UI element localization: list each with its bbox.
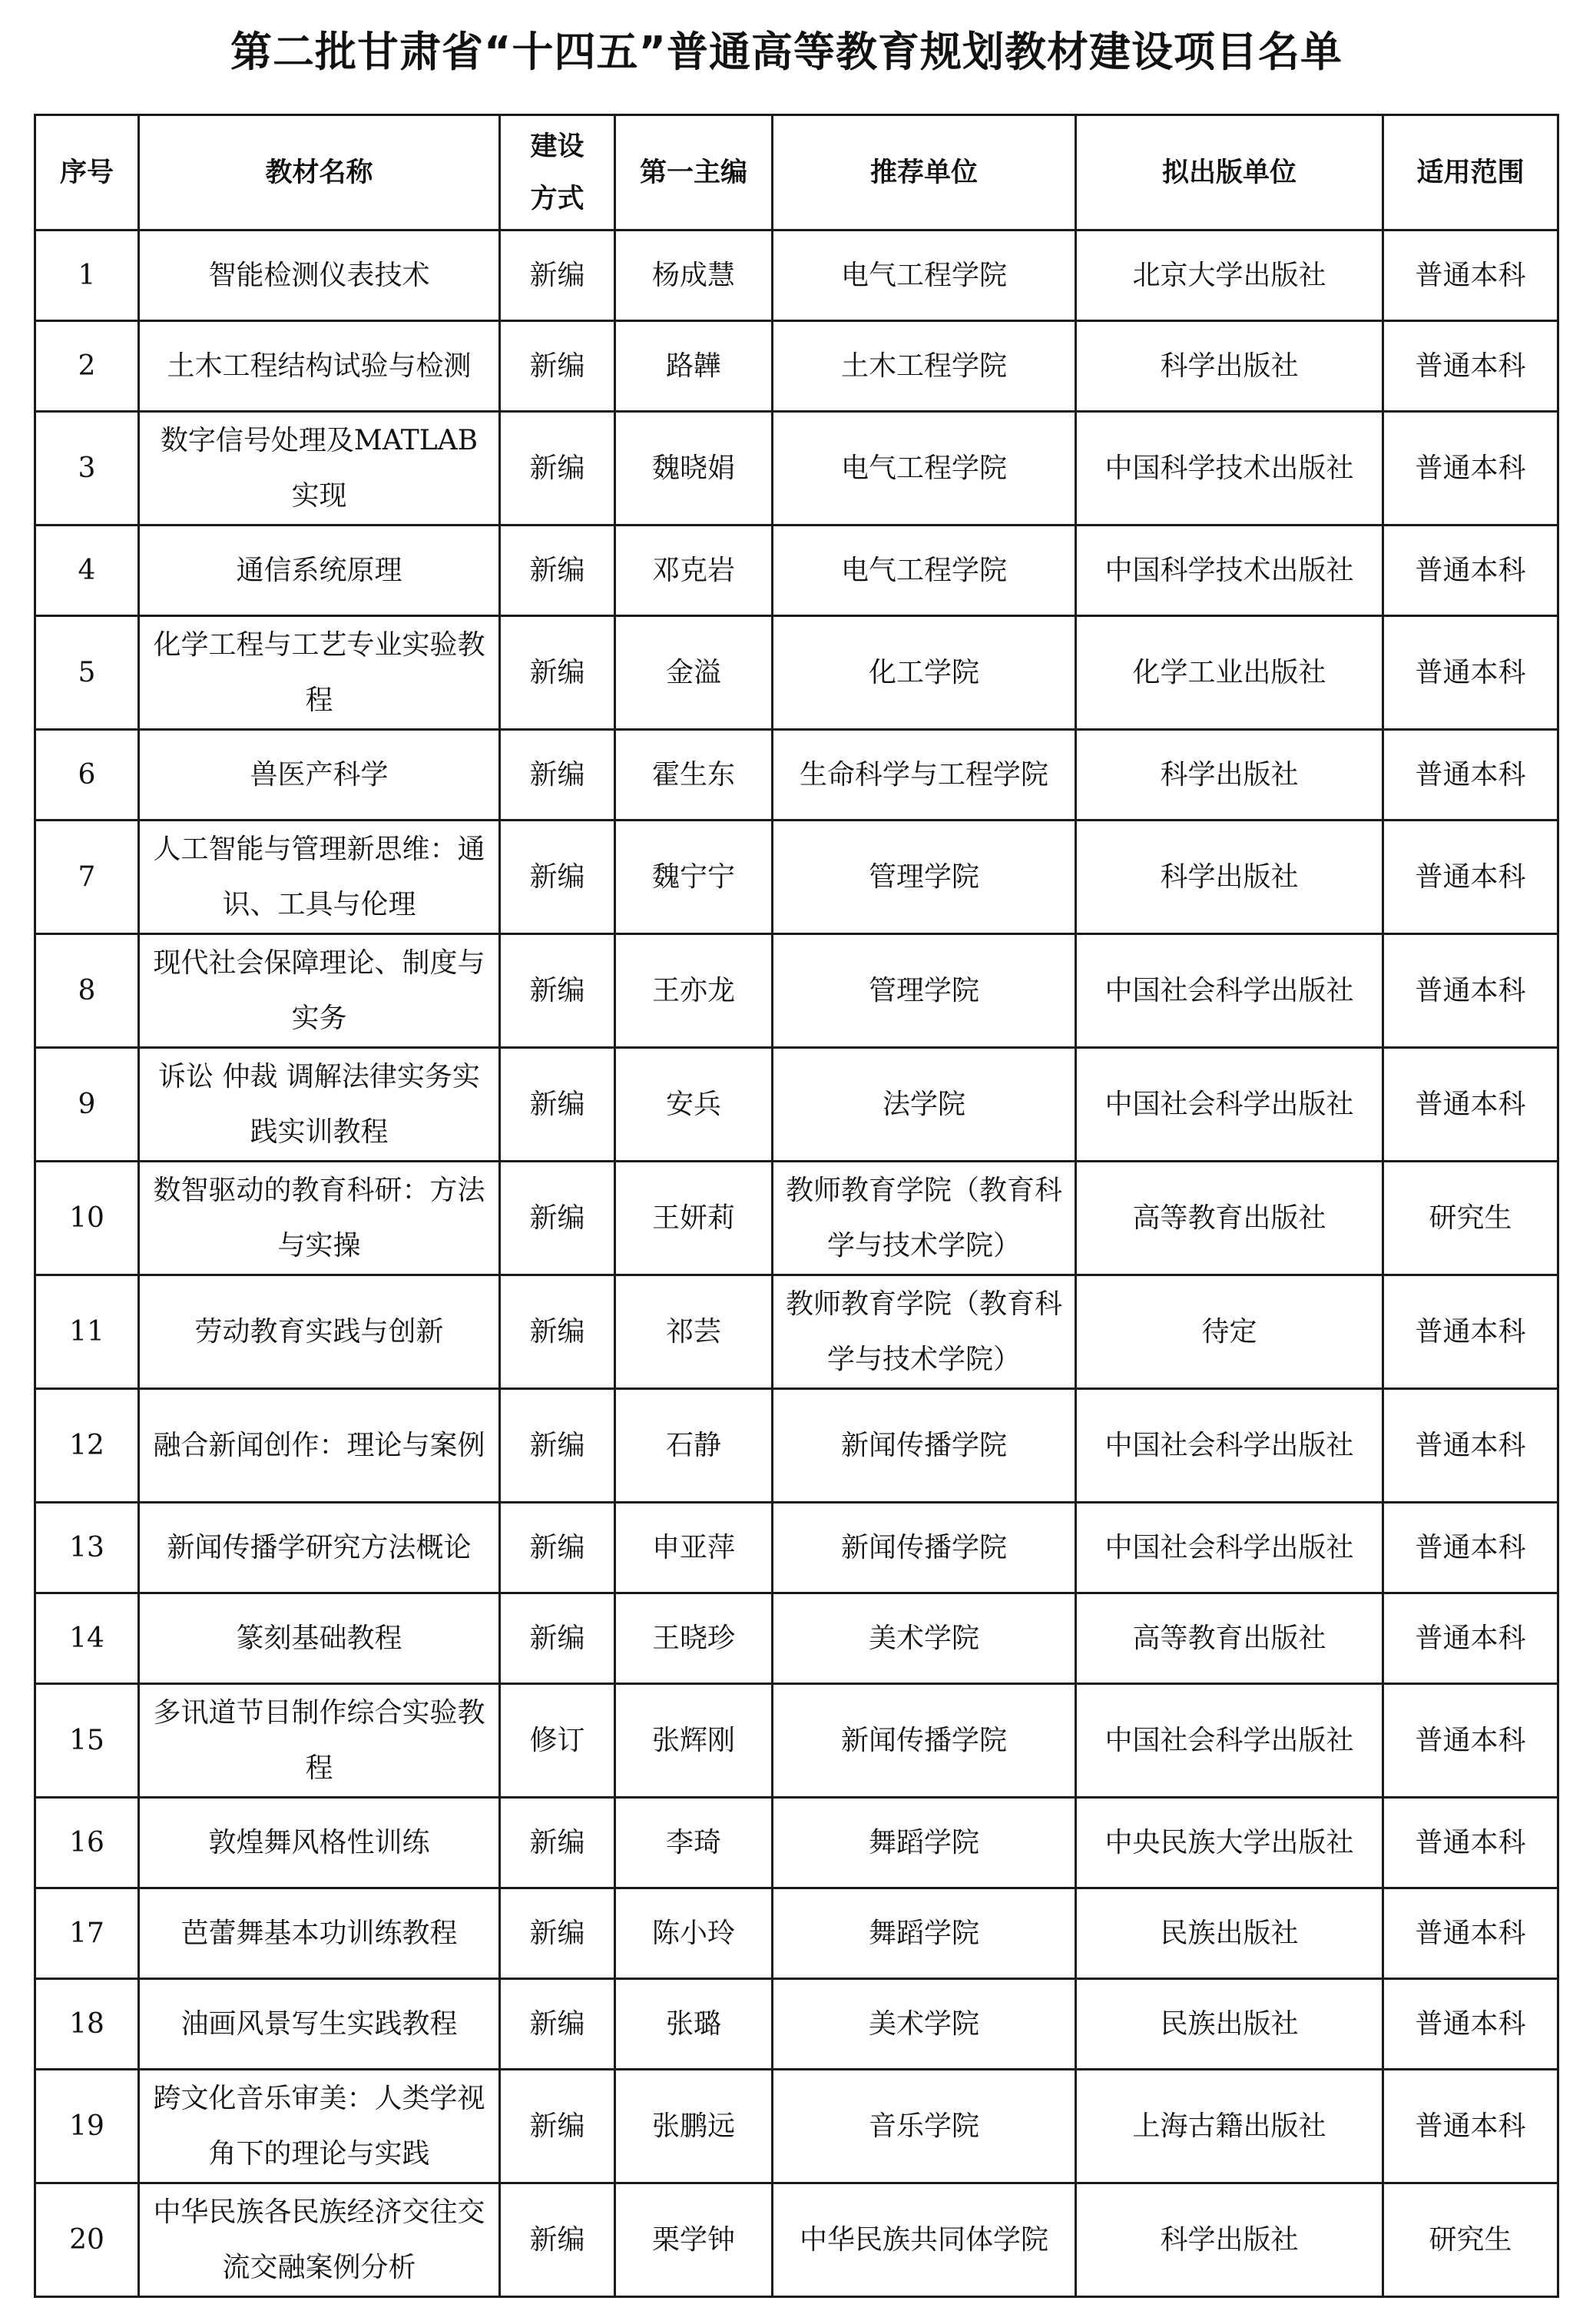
cell-scope: 普通本科 — [1383, 1275, 1558, 1389]
cell-editor: 张辉刚 — [615, 1684, 773, 1798]
header-method-line1: 建设 — [530, 131, 584, 162]
cell-scope: 普通本科 — [1383, 230, 1558, 321]
cell-scope: 普通本科 — [1383, 1979, 1558, 2070]
cell-scope: 普通本科 — [1383, 1593, 1558, 1684]
cell-editor: 王妍莉 — [615, 1162, 773, 1275]
table-row — [35, 1389, 1558, 1503]
cell-method: 新编 — [500, 1979, 615, 2070]
table-row — [35, 934, 1558, 1048]
cell-index: 1 — [35, 230, 139, 321]
cell-name: 人工智能与管理新思维：通识、工具与伦理 — [139, 821, 500, 934]
header-index: 序号 — [35, 115, 139, 230]
cell-method: 新编 — [500, 1275, 615, 1389]
cell-scope: 普通本科 — [1383, 412, 1558, 525]
table-row — [35, 730, 1558, 821]
cell-index: 9 — [35, 1048, 139, 1162]
cell-publisher: 中国社会科学出版社 — [1076, 1048, 1383, 1162]
cell-editor: 金溢 — [615, 616, 773, 730]
textbook-list-table — [34, 114, 1559, 2298]
cell-unit: 美术学院 — [773, 1593, 1076, 1684]
cell-name: 通信系统原理 — [139, 525, 500, 616]
cell-editor: 魏宁宁 — [615, 821, 773, 934]
cell-editor: 霍生东 — [615, 730, 773, 821]
cell-unit: 舞蹈学院 — [773, 1888, 1076, 1979]
cell-name: 跨文化音乐审美：人类学视角下的理论与实践 — [139, 2070, 500, 2183]
cell-unit: 管理学院 — [773, 934, 1076, 1048]
table-row — [35, 2070, 1558, 2183]
cell-method: 新编 — [500, 1798, 615, 1888]
cell-publisher: 民族出版社 — [1076, 1888, 1383, 1979]
header-publisher: 拟出版单位 — [1076, 115, 1383, 230]
cell-index: 3 — [35, 412, 139, 525]
cell-index: 5 — [35, 616, 139, 730]
header-unit: 推荐单位 — [773, 115, 1076, 230]
cell-index: 15 — [35, 1684, 139, 1798]
cell-name: 篆刻基础教程 — [139, 1593, 500, 1684]
cell-publisher: 高等教育出版社 — [1076, 1162, 1383, 1275]
cell-unit: 美术学院 — [773, 1979, 1076, 2070]
table-row — [35, 821, 1558, 934]
cell-index: 14 — [35, 1593, 139, 1684]
cell-name: 敦煌舞风格性训练 — [139, 1798, 500, 1888]
cell-publisher: 高等教育出版社 — [1076, 1593, 1383, 1684]
cell-name: 多讯道节目制作综合实验教程 — [139, 1684, 500, 1798]
cell-publisher: 科学出版社 — [1076, 730, 1383, 821]
cell-publisher: 民族出版社 — [1076, 1979, 1383, 2070]
cell-editor: 张璐 — [615, 1979, 773, 2070]
cell-editor: 魏晓娟 — [615, 412, 773, 525]
cell-method: 新编 — [500, 2070, 615, 2183]
cell-method: 新编 — [500, 321, 615, 412]
table-row — [35, 1593, 1558, 1684]
cell-unit: 中华民族共同体学院 — [773, 2183, 1076, 2297]
cell-unit: 音乐学院 — [773, 2070, 1076, 2183]
table-row — [35, 1162, 1558, 1275]
cell-unit: 电气工程学院 — [773, 230, 1076, 321]
cell-scope: 普通本科 — [1383, 616, 1558, 730]
table-row — [35, 1798, 1558, 1888]
cell-index: 7 — [35, 821, 139, 934]
cell-scope: 普通本科 — [1383, 821, 1558, 934]
cell-name: 诉讼 仲裁 调解法律实务实践实训教程 — [139, 1048, 500, 1162]
cell-method: 新编 — [500, 230, 615, 321]
cell-index: 11 — [35, 1275, 139, 1389]
cell-unit: 法学院 — [773, 1048, 1076, 1162]
cell-method: 新编 — [500, 1389, 615, 1503]
cell-scope: 普通本科 — [1383, 1389, 1558, 1503]
cell-method: 新编 — [500, 1162, 615, 1275]
cell-publisher: 中国社会科学出版社 — [1076, 1503, 1383, 1593]
cell-editor: 申亚萍 — [615, 1503, 773, 1593]
cell-editor: 王亦龙 — [615, 934, 773, 1048]
cell-name: 土木工程结构试验与检测 — [139, 321, 500, 412]
cell-publisher: 化学工业出版社 — [1076, 616, 1383, 730]
cell-publisher: 科学出版社 — [1076, 2183, 1383, 2297]
header-name: 教材名称 — [139, 115, 500, 230]
cell-index: 10 — [35, 1162, 139, 1275]
cell-name: 数字信号处理及MATLAB实现 — [139, 412, 500, 525]
cell-scope: 普通本科 — [1383, 934, 1558, 1048]
cell-index: 16 — [35, 1798, 139, 1888]
cell-scope: 普通本科 — [1383, 1684, 1558, 1798]
cell-method: 新编 — [500, 2183, 615, 2297]
cell-method: 新编 — [500, 1503, 615, 1593]
cell-index: 6 — [35, 730, 139, 821]
cell-scope: 普通本科 — [1383, 1503, 1558, 1593]
cell-publisher: 待定 — [1076, 1275, 1383, 1389]
header-method — [500, 115, 615, 230]
cell-editor: 陈小玲 — [615, 1888, 773, 1979]
table-row — [35, 1503, 1558, 1593]
cell-name: 现代社会保障理论、制度与实务 — [139, 934, 500, 1048]
cell-editor: 杨成慧 — [615, 230, 773, 321]
cell-scope: 研究生 — [1383, 1162, 1558, 1275]
cell-publisher: 中国科学技术出版社 — [1076, 525, 1383, 616]
header-editor: 第一主编 — [615, 115, 773, 230]
cell-unit: 电气工程学院 — [773, 525, 1076, 616]
cell-publisher: 中国社会科学出版社 — [1076, 934, 1383, 1048]
cell-scope: 普通本科 — [1383, 1798, 1558, 1888]
cell-index: 17 — [35, 1888, 139, 1979]
cell-method: 新编 — [500, 1888, 615, 1979]
cell-name: 芭蕾舞基本功训练教程 — [139, 1888, 500, 1979]
table-row — [35, 412, 1558, 525]
cell-scope: 普通本科 — [1383, 730, 1558, 821]
cell-unit: 教师教育学院（教育科学与技术学院） — [773, 1162, 1076, 1275]
cell-method: 新编 — [500, 616, 615, 730]
cell-index: 13 — [35, 1503, 139, 1593]
cell-index: 12 — [35, 1389, 139, 1503]
cell-unit: 教师教育学院（教育科学与技术学院） — [773, 1275, 1076, 1389]
document-title: 第二批甘肃省“十四五”普通高等教育规划教材建设项目名单 — [230, 28, 1343, 76]
header-method-line2: 方式 — [530, 183, 584, 214]
cell-publisher: 北京大学出版社 — [1076, 230, 1383, 321]
cell-publisher: 中国社会科学出版社 — [1076, 1684, 1383, 1798]
cell-unit: 舞蹈学院 — [773, 1798, 1076, 1888]
cell-editor: 祁芸 — [615, 1275, 773, 1389]
cell-method: 新编 — [500, 730, 615, 821]
cell-name: 兽医产科学 — [139, 730, 500, 821]
table-row — [35, 1979, 1558, 2070]
cell-publisher: 科学出版社 — [1076, 821, 1383, 934]
cell-scope: 普通本科 — [1383, 2070, 1558, 2183]
table-row — [35, 616, 1558, 730]
cell-name: 智能检测仪表技术 — [139, 230, 500, 321]
cell-name: 油画风景写生实践教程 — [139, 1979, 500, 2070]
cell-name: 中华民族各民族经济交往交流交融案例分析 — [139, 2183, 500, 2297]
cell-editor: 石静 — [615, 1389, 773, 1503]
cell-method: 新编 — [500, 1048, 615, 1162]
cell-publisher: 中国科学技术出版社 — [1076, 412, 1383, 525]
cell-scope: 普通本科 — [1383, 525, 1558, 616]
cell-method: 新编 — [500, 412, 615, 525]
table-row — [35, 525, 1558, 616]
cell-scope: 普通本科 — [1383, 1888, 1558, 1979]
cell-name: 劳动教育实践与创新 — [139, 1275, 500, 1389]
cell-name: 新闻传播学研究方法概论 — [139, 1503, 500, 1593]
cell-index: 18 — [35, 1979, 139, 2070]
cell-editor: 安兵 — [615, 1048, 773, 1162]
cell-index: 20 — [35, 2183, 139, 2297]
table-row — [35, 321, 1558, 412]
cell-unit: 化工学院 — [773, 616, 1076, 730]
table-row — [35, 1684, 1558, 1798]
cell-editor: 张鹏远 — [615, 2070, 773, 2183]
cell-index: 8 — [35, 934, 139, 1048]
cell-unit: 管理学院 — [773, 821, 1076, 934]
header-scope: 适用范围 — [1383, 115, 1558, 230]
cell-method: 修订 — [500, 1684, 615, 1798]
cell-unit: 新闻传播学院 — [773, 1684, 1076, 1798]
cell-editor: 李琦 — [615, 1798, 773, 1888]
cell-editor: 王晓珍 — [615, 1593, 773, 1684]
cell-unit: 土木工程学院 — [773, 321, 1076, 412]
cell-editor: 栗学钟 — [615, 2183, 773, 2297]
header-row — [35, 115, 1558, 230]
cell-index: 4 — [35, 525, 139, 616]
cell-unit: 电气工程学院 — [773, 412, 1076, 525]
cell-index: 19 — [35, 2070, 139, 2183]
table-row — [35, 1048, 1558, 1162]
cell-method: 新编 — [500, 821, 615, 934]
cell-name: 数智驱动的教育科研：方法与实操 — [139, 1162, 500, 1275]
cell-editor: 邓克岩 — [615, 525, 773, 616]
cell-publisher: 中央民族大学出版社 — [1076, 1798, 1383, 1888]
cell-scope: 普通本科 — [1383, 1048, 1558, 1162]
table-row — [35, 2183, 1558, 2297]
cell-unit: 新闻传播学院 — [773, 1503, 1076, 1593]
cell-name: 融合新闻创作：理论与案例 — [139, 1389, 500, 1503]
cell-editor: 路韡 — [615, 321, 773, 412]
table-row — [35, 1275, 1558, 1389]
cell-method: 新编 — [500, 1593, 615, 1684]
cell-publisher: 中国社会科学出版社 — [1076, 1389, 1383, 1503]
table-row — [35, 1888, 1558, 1979]
cell-method: 新编 — [500, 934, 615, 1048]
cell-unit: 生命科学与工程学院 — [773, 730, 1076, 821]
cell-publisher: 上海古籍出版社 — [1076, 2070, 1383, 2183]
cell-method: 新编 — [500, 525, 615, 616]
cell-unit: 新闻传播学院 — [773, 1389, 1076, 1503]
cell-publisher: 科学出版社 — [1076, 321, 1383, 412]
cell-index: 2 — [35, 321, 139, 412]
table-row — [35, 230, 1558, 321]
cell-name: 化学工程与工艺专业实验教程 — [139, 616, 500, 730]
cell-scope: 研究生 — [1383, 2183, 1558, 2297]
cell-scope: 普通本科 — [1383, 321, 1558, 412]
